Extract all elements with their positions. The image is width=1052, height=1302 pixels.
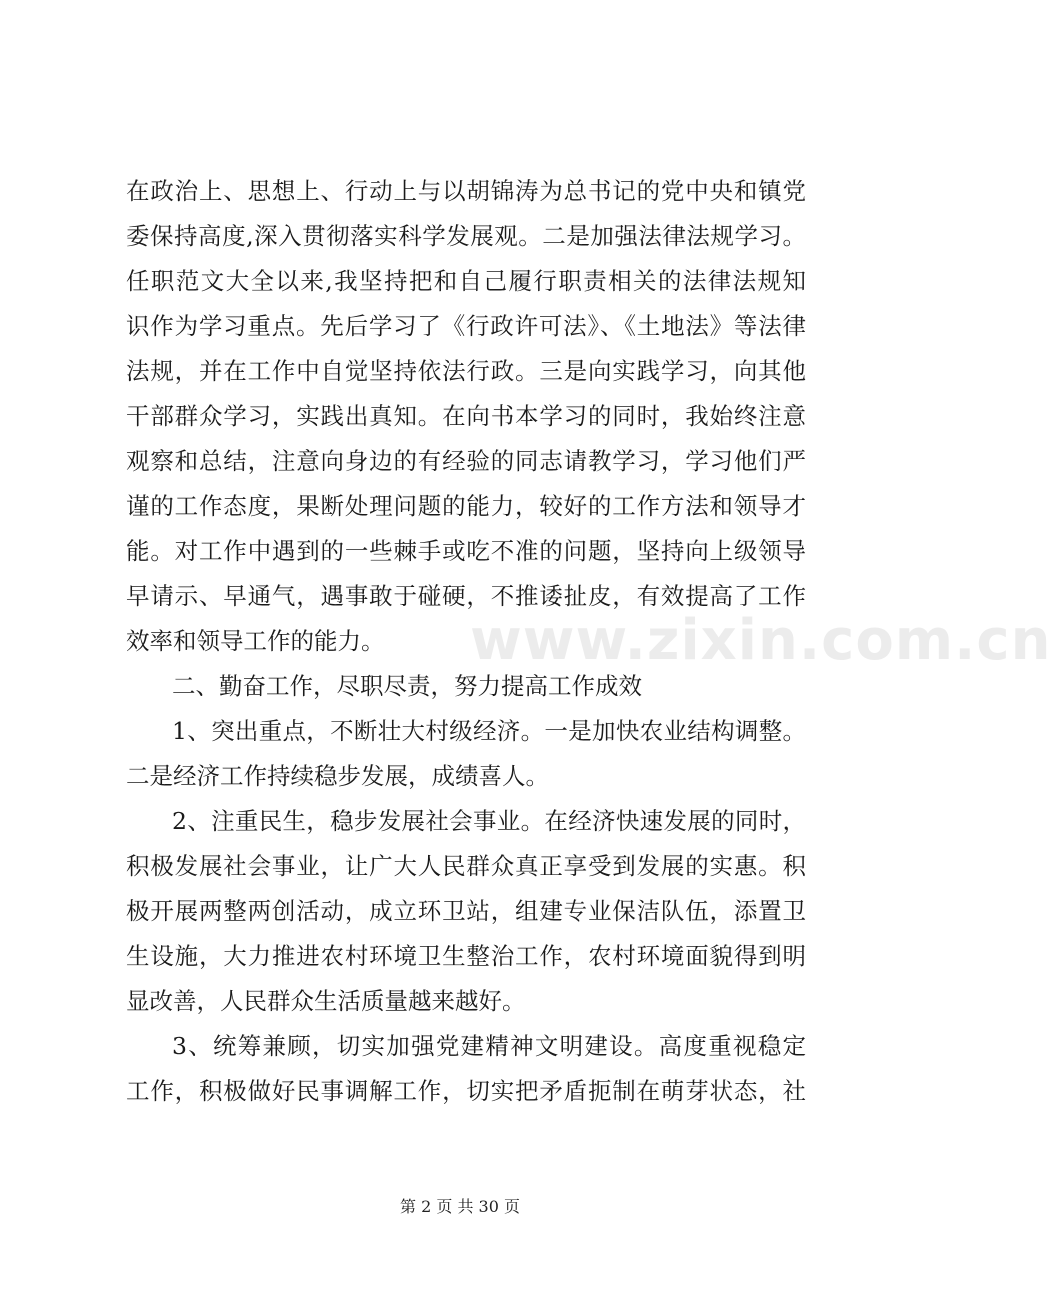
body-line: 1、突出重点，不断壮大村级经济。一是加快农业结构调整。 — [172, 717, 806, 745]
body-line: 能。对工作中遇到的一些棘手或吃不准的问题，坚持向上级领导 — [126, 537, 806, 565]
body-line: 识作为学习重点。先后学习了《行政许可法》、《土地法》等法律 — [126, 312, 806, 340]
body-line: 谨的工作态度，果断处理问题的能力，较好的工作方法和领导才 — [126, 492, 806, 520]
page-number-footer: 第 2 页 共 30 页 — [400, 1197, 520, 1216]
body-line: 工作，积极做好民事调解工作，切实把矛盾扼制在萌芽状态，社 — [126, 1077, 806, 1105]
body-line: 生设施，大力推进农村环境卫生整治工作，农村环境面貌得到明 — [126, 942, 806, 970]
body-line: 干部群众学习，实践出真知。在向书本学习的同时，我始终注意 — [126, 402, 806, 430]
watermark-logo: www.zixin.com.cn — [470, 608, 1052, 673]
body-line: 早请示、早通气，遇事敢于碰硬，不推诿扯皮，有效提高了工作 — [126, 582, 806, 610]
body-line: 委保持高度,深入贯彻落实科学发展观。二是加强法律法规学习。 — [126, 222, 806, 250]
body-line: 法规，并在工作中自觉坚持依法行政。三是向实践学习，向其他 — [126, 357, 806, 385]
body-line: 3、统筹兼顾，切实加强党建精神文明建设。高度重视稳定 — [172, 1032, 806, 1060]
body-line: 积极发展社会事业，让广大人民群众真正享受到发展的实惠。积 — [126, 852, 806, 880]
body-line: 效率和领导工作的能力。 — [126, 627, 385, 655]
body-line: 二是经济工作持续稳步发展，成绩喜人。 — [126, 762, 549, 790]
body-line: 观察和总结，注意向身边的有经验的同志请教学习，学习他们严 — [126, 447, 806, 475]
body-line: 在政治上、思想上、行动上与以胡锦涛为总书记的党中央和镇党 — [126, 177, 806, 205]
body-line: 2、注重民生，稳步发展社会事业。在经济快速发展的同时， — [172, 807, 806, 835]
body-line: 极开展两整两创活动，成立环卫站，组建专业保洁队伍，添置卫 — [126, 897, 806, 925]
body-line: 任职范文大全以来,我坚持把和自己履行职责相关的法律法规知 — [126, 267, 806, 295]
body-line: 显改善，人民群众生活质量越来越好。 — [126, 987, 526, 1015]
section-heading: 二、勤奋工作，尽职尽责，努力提高工作成效 — [172, 672, 642, 700]
